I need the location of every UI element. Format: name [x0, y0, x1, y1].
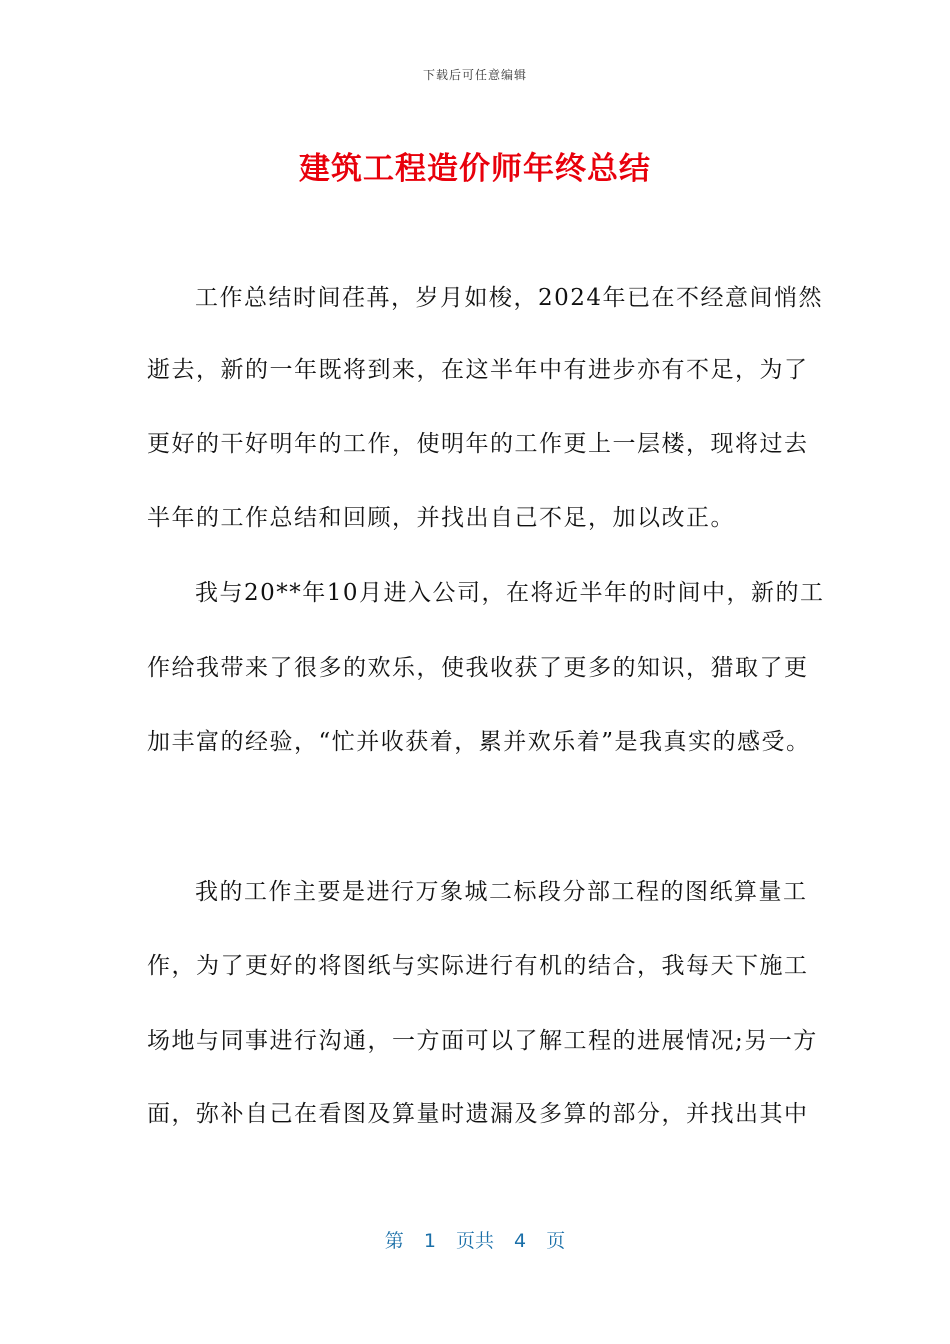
- paragraph-line: 面，弥补自己在看图及算量时遗漏及多算的部分，并找出其中: [147, 1101, 809, 1127]
- paragraph-line: 作，为了更好的将图纸与实际进行有机的结合，我每天下施工: [147, 953, 809, 979]
- footer-page-unit: 页共: [455, 1230, 494, 1252]
- footer-total-unit: 页: [546, 1230, 566, 1252]
- page-footer: [0, 1226, 950, 1253]
- paragraph-line: 作给我带来了很多的欢乐，使我收获了更多的知识，猎取了更: [147, 655, 809, 681]
- footer-total-pages: 4: [514, 1230, 527, 1252]
- paragraph-line: 我与20**年10月进入公司，在将近半年的时间中，新的工: [195, 580, 825, 606]
- document-title: 建筑工程造价师年终总结: [299, 151, 651, 187]
- paragraph-line: 场地与同事进行沟通，一方面可以了解工程的进展情况;另一方: [147, 1028, 818, 1054]
- footer-page-number: 1: [423, 1230, 436, 1252]
- paragraph-line: 更好的干好明年的工作，使明年的工作更上一层楼，现将过去: [147, 431, 809, 457]
- header-note: 下载后可任意编辑: [422, 68, 527, 82]
- paragraph-line: 逝去，新的一年既将到来，在这半年中有进步亦有不足，为了: [147, 357, 809, 383]
- paragraph-line: 工作总结时间荏苒，岁月如梭，2024年已在不经意间悄然: [195, 285, 824, 311]
- footer-page-label: 第: [384, 1230, 404, 1252]
- paragraph-line: 半年的工作总结和回顾，并找出自己不足，加以改正。: [147, 505, 735, 531]
- paragraph-line: 我的工作主要是进行万象城二标段分部工程的图纸算量工: [195, 879, 808, 905]
- paragraph-line: 加丰富的经验，“忙并收获着，累并欢乐着”是我真实的感受。: [147, 729, 811, 755]
